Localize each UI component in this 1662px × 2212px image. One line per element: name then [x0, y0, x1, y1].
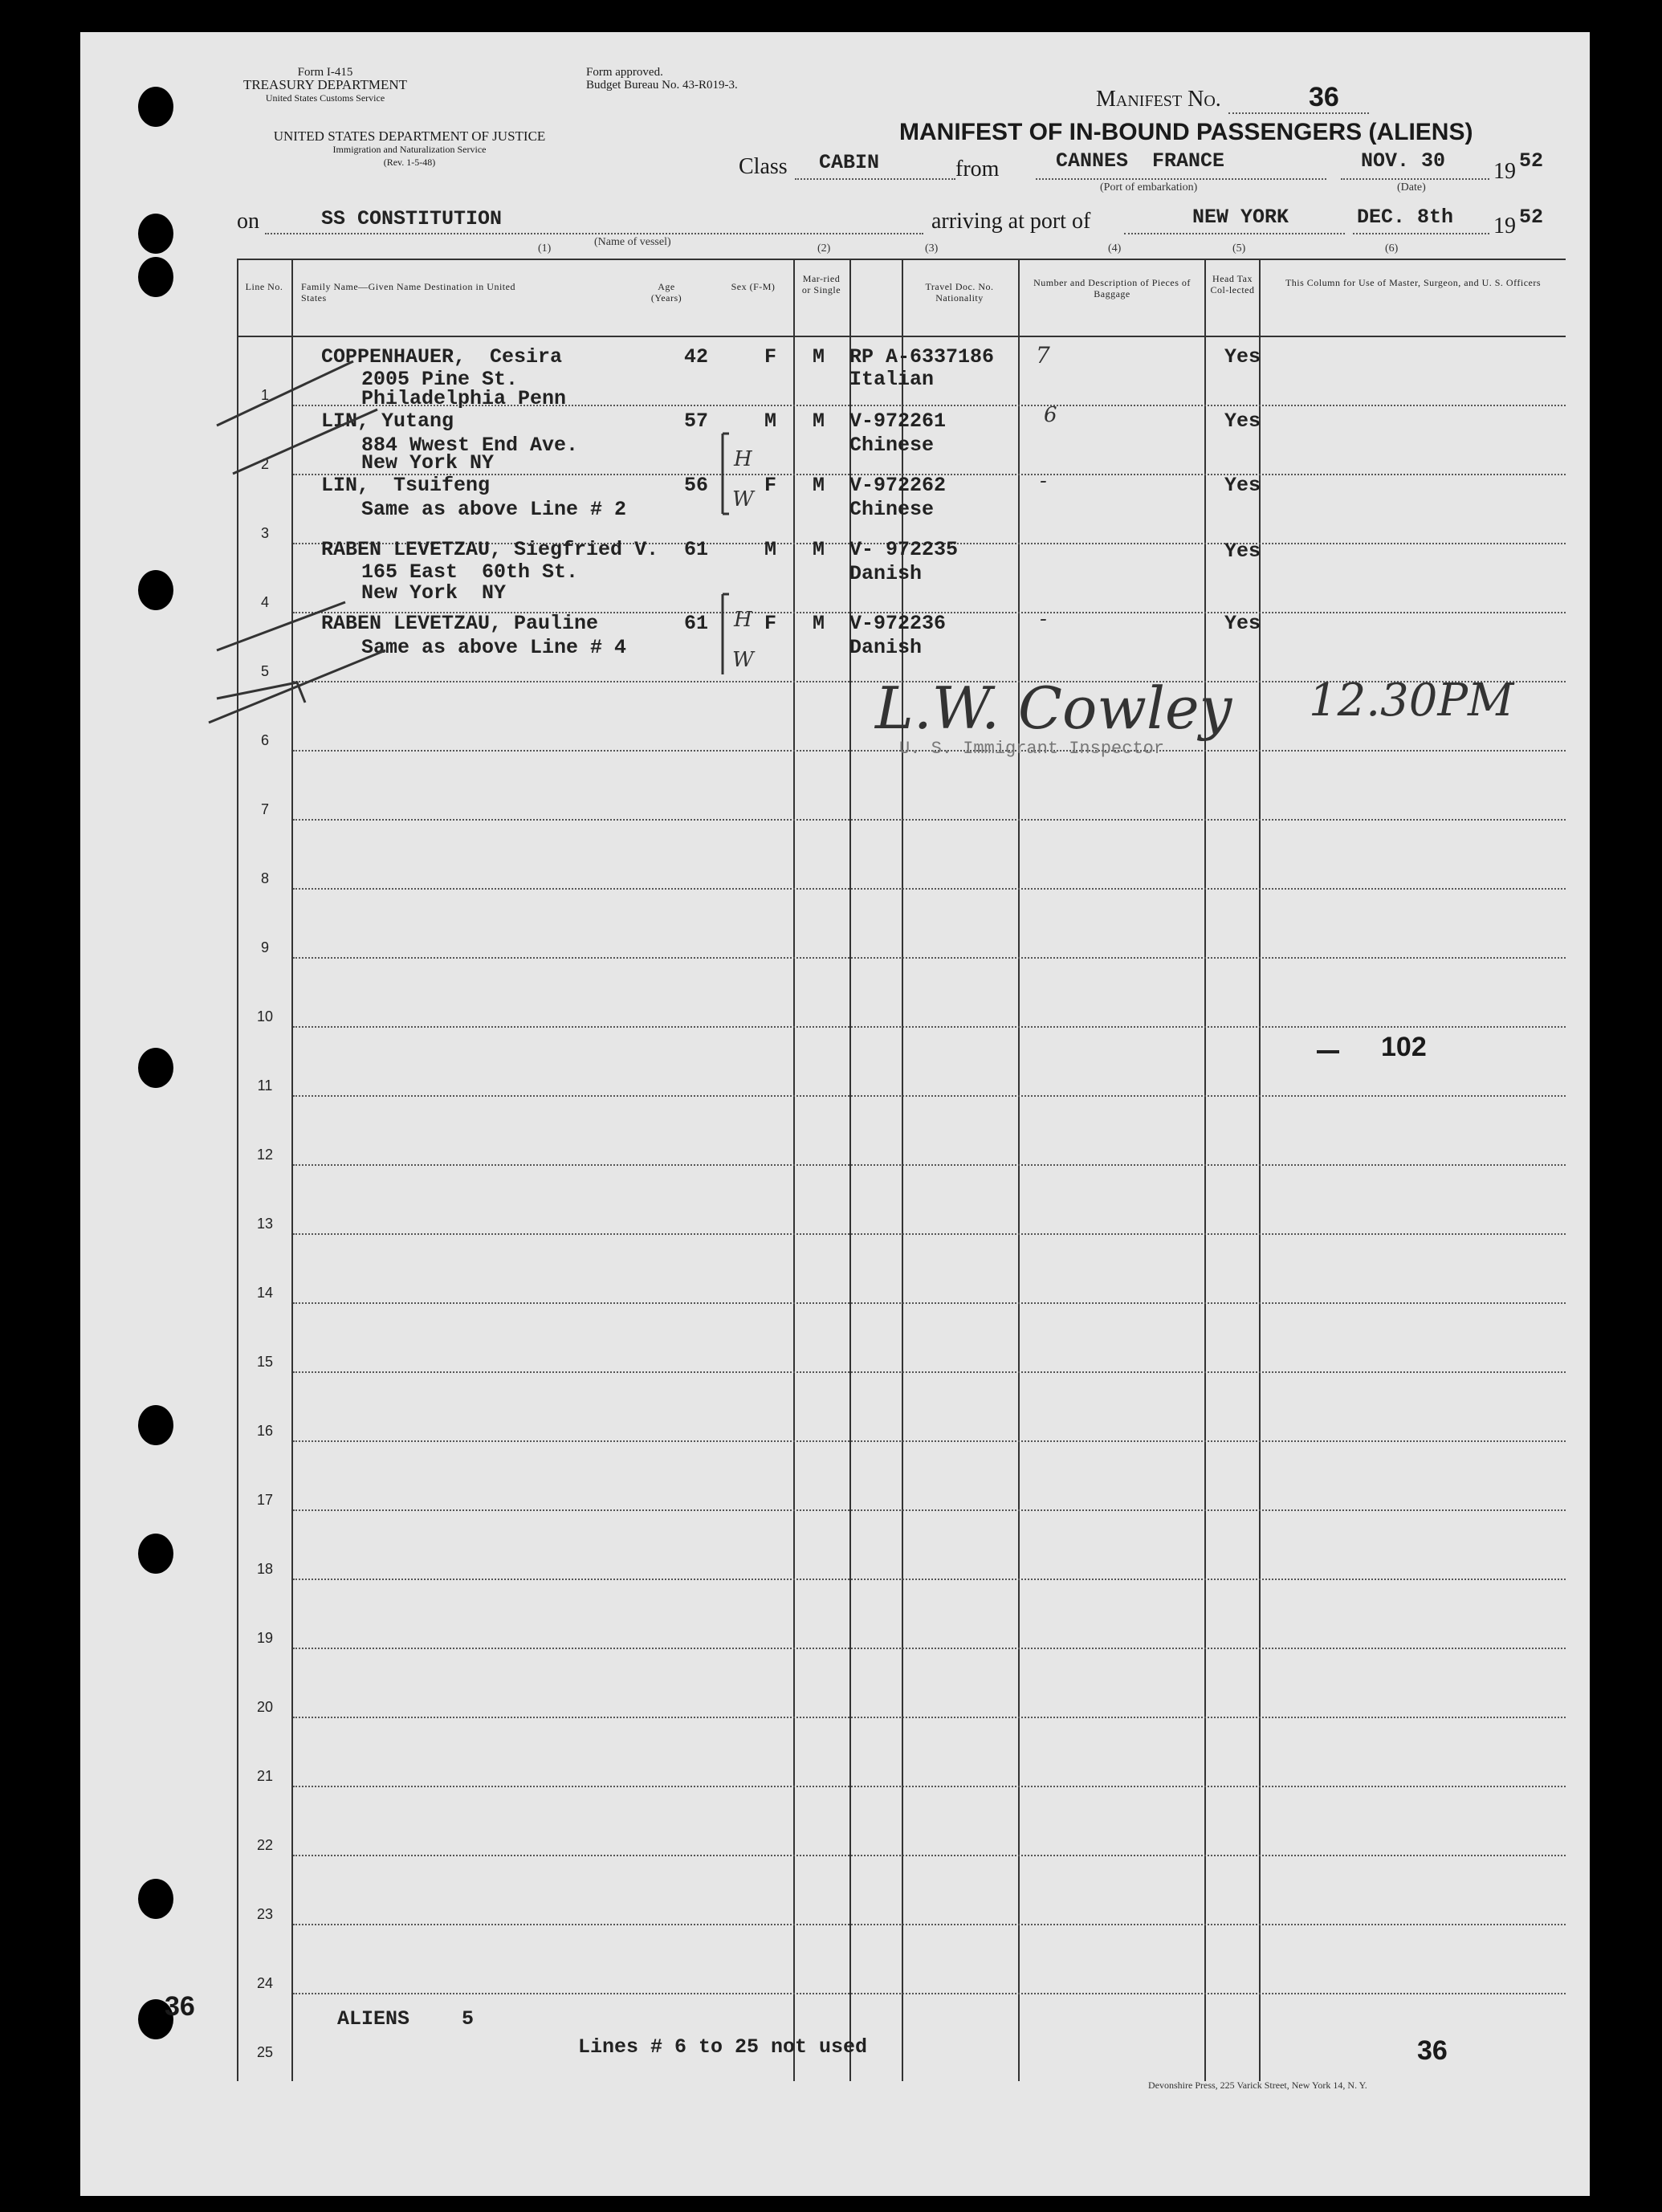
- line-number: 8: [260, 870, 269, 886]
- arrival-date: DEC. 8th: [1357, 206, 1454, 229]
- line-number: 21: [256, 1768, 274, 1784]
- manifest-label: Manifest No.: [1096, 87, 1221, 112]
- passenger-marital: M: [813, 345, 825, 369]
- date-line: [1341, 178, 1489, 180]
- svg-text:H: H: [734, 447, 752, 471]
- passenger-sex: F: [764, 345, 777, 369]
- passenger-address: New York NY: [361, 451, 495, 475]
- svg-text:W: W: [732, 487, 754, 511]
- justice-dept: UNITED STATES DEPARTMENT OF JUSTICE: [273, 128, 546, 144]
- on-label: on: [237, 209, 259, 234]
- passenger-doc: V-972261: [849, 409, 947, 433]
- arriving-label: arriving at port of: [931, 209, 1091, 234]
- header-officers: This Column for Use of Master, Surgeon, and U. S. Officers: [1285, 277, 1542, 288]
- vessel-value: SS CONSTITUTION: [321, 207, 503, 230]
- passenger-sex: M: [764, 538, 777, 561]
- passenger-baggage: 7: [1036, 342, 1050, 369]
- passenger-nationality: Danish: [849, 562, 923, 585]
- passenger-address: New York NY: [361, 581, 507, 605]
- line-number: 14: [256, 1285, 274, 1301]
- ins-service: Immigration and Naturalization Service: [332, 144, 487, 155]
- line-number: 5: [260, 663, 269, 679]
- col-number: (6): [1385, 242, 1399, 255]
- passenger-address: Same as above Line # 4: [361, 636, 627, 659]
- passenger-name: LIN, Yutang: [321, 409, 454, 433]
- line-number: 6: [260, 732, 269, 748]
- vessel-line: [265, 233, 923, 234]
- binder-hole: [138, 214, 173, 254]
- passenger-address: 2005 Pine St.: [361, 368, 519, 391]
- inspector-signature: L.W. Cowley: [875, 674, 1232, 742]
- passenger-tax: Yes: [1224, 409, 1261, 433]
- form-number: Form I-415: [297, 66, 353, 79]
- col-number: (5): [1232, 242, 1246, 255]
- marginal-number: 102: [1381, 1032, 1427, 1062]
- passenger-age: 42: [684, 345, 709, 369]
- lines-not-used: Lines # 6 to 25 not used: [578, 2035, 868, 2059]
- line-number: 24: [256, 1975, 274, 1991]
- line-number: 18: [256, 1561, 274, 1577]
- budget-bureau: Budget Bureau No. 43-R019-3.: [586, 79, 738, 92]
- passenger-marital: M: [813, 612, 825, 635]
- date-value: NOV. 30: [1361, 149, 1446, 173]
- port-value: NEW YORK: [1192, 206, 1289, 229]
- passenger-age: 56: [684, 474, 709, 497]
- customs-service: United States Customs Service: [265, 92, 385, 104]
- from-label: from: [955, 157, 1000, 181]
- line-number: 4: [260, 594, 269, 610]
- passenger-sex: F: [764, 474, 777, 497]
- line-number: 10: [256, 1008, 274, 1025]
- husband-wife-bracket-icon: [707, 418, 763, 674]
- col-number: (4): [1108, 242, 1122, 255]
- passenger-baggage: 6: [1044, 403, 1057, 427]
- passenger-nationality: Chinese: [849, 434, 935, 457]
- passenger-nationality: Danish: [849, 636, 923, 659]
- line-number: 7: [260, 801, 269, 817]
- svg-text:W: W: [732, 648, 754, 672]
- passenger-address: Same as above Line # 2: [361, 498, 627, 521]
- header-married: Mar-ried or Single: [801, 273, 841, 295]
- passenger-baggage: -: [1040, 469, 1047, 493]
- vessel-caption: (Name of vessel): [594, 236, 671, 248]
- passenger-address: Philadelphia Penn: [361, 387, 567, 410]
- passenger-doc: V- 972235: [849, 538, 959, 561]
- manifest-page: [80, 32, 1590, 2196]
- passenger-marital: M: [813, 538, 825, 561]
- header-line-no: Line No.: [245, 281, 283, 292]
- treasury-dept: TREASURY DEPARTMENT: [242, 77, 408, 92]
- embark-line: [1036, 178, 1326, 180]
- port-line: [1124, 233, 1345, 234]
- passenger-address: 884 Wwest End Ave.: [361, 434, 579, 457]
- header-tax: Head Tax Col-lected: [1210, 273, 1255, 295]
- line-number: 15: [256, 1354, 274, 1370]
- passenger-address: 165 East 60th St.: [361, 560, 579, 584]
- year-suffix: 52: [1519, 149, 1544, 173]
- line-number: 12: [256, 1147, 274, 1163]
- passenger-age: 57: [684, 409, 709, 433]
- passenger-marital: M: [813, 474, 825, 497]
- approval-block: [586, 66, 795, 92]
- marginal-dash: [1317, 1050, 1339, 1053]
- binder-hole: [138, 1048, 173, 1088]
- form-id-block: [225, 66, 426, 104]
- header-travel: Travel Doc. No. Nationality: [925, 281, 994, 303]
- arrival-date-line: [1353, 233, 1489, 234]
- year-prefix: 19: [1493, 159, 1516, 184]
- passenger-nationality: Chinese: [849, 498, 935, 521]
- passenger-age: 61: [684, 612, 709, 635]
- line-number: 9: [260, 939, 269, 955]
- embark-caption: (Port of embarkation): [1100, 181, 1198, 193]
- passenger-tax: Yes: [1224, 474, 1261, 497]
- manifest-number: 36: [1309, 82, 1339, 112]
- passenger-name: LIN, Tsuifeng: [321, 474, 491, 497]
- header-age: Age (Years): [650, 281, 682, 303]
- line-number: 13: [256, 1216, 274, 1232]
- line-number: 17: [256, 1492, 274, 1508]
- date-caption: (Date): [1397, 181, 1426, 193]
- form-approved: Form approved.: [586, 66, 663, 79]
- passenger-baggage: -: [1040, 607, 1047, 631]
- passenger-nationality: Italian: [849, 368, 935, 391]
- manifest-line: [1228, 112, 1369, 114]
- inspector-stamp: U. S. Immigrant Inspector: [899, 739, 1165, 759]
- passenger-name: RABEN LEVETZAU, Pauline: [321, 612, 599, 635]
- col-number: (2): [817, 242, 831, 255]
- arrival-year-suffix: 52: [1519, 206, 1544, 229]
- aliens-count: 5: [462, 2007, 475, 2031]
- passenger-tax: Yes: [1224, 612, 1261, 635]
- page-number-right: 36: [1417, 2035, 1448, 2066]
- binder-hole: [138, 570, 173, 610]
- col-number: (3): [925, 242, 939, 255]
- passenger-tax: Yes: [1224, 540, 1261, 563]
- passenger-doc: V-972236: [849, 612, 947, 635]
- justice-block: [225, 130, 594, 169]
- page-number-left: 36: [165, 1991, 195, 2022]
- line-number: 19: [256, 1630, 274, 1646]
- class-value: CABIN: [819, 151, 880, 174]
- binder-hole: [138, 1534, 173, 1574]
- binder-hole: [138, 257, 173, 297]
- form-revision: (Rev. 1-5-48): [383, 157, 436, 168]
- line-number: 3: [260, 525, 269, 541]
- header-name: Family Name—Given Name Destination in United States: [301, 281, 515, 303]
- line-number: 22: [256, 1837, 274, 1853]
- header-baggage: Number and Description of Pieces of Baggage: [1033, 277, 1191, 299]
- passenger-doc: RP A-6337186: [849, 345, 995, 369]
- header-sex: Sex (F-M): [731, 281, 776, 292]
- signature-time: 12.30PM: [1309, 674, 1514, 727]
- line-number: 20: [256, 1699, 274, 1715]
- passenger-name: COPPENHAUER, Cesira: [321, 345, 563, 369]
- line-number: 2: [260, 456, 269, 472]
- line-number: 25: [256, 2044, 274, 2060]
- binder-hole: [138, 1879, 173, 1919]
- svg-text:H: H: [734, 608, 752, 632]
- passenger-doc: V-972262: [849, 474, 947, 497]
- page-title: MANIFEST OF IN-BOUND PASSENGERS (ALIENS): [899, 119, 1473, 145]
- col-number: (1): [538, 242, 552, 255]
- binder-hole: [138, 1405, 173, 1445]
- passenger-name: RABEN LEVETZAU, Siegfried V.: [321, 538, 659, 561]
- class-line: [795, 178, 955, 180]
- passenger-age: 61: [684, 538, 709, 561]
- printer-credit: Devonshire Press, 225 Varick Street, New York 14, N. Y.: [1148, 2080, 1367, 2091]
- passenger-sex: F: [764, 612, 777, 635]
- arrival-year-prefix: 19: [1493, 214, 1516, 238]
- embark-value: CANNES FRANCE: [1056, 149, 1225, 173]
- class-label: Class: [739, 154, 788, 179]
- binder-hole: [138, 87, 173, 127]
- passenger-sex: M: [764, 409, 777, 433]
- pencil-tick-marks-icon: [201, 345, 409, 731]
- passenger-tax: Yes: [1224, 345, 1261, 369]
- aliens-label: ALIENS: [337, 2007, 410, 2031]
- line-number: 1: [260, 387, 269, 403]
- line-number: 23: [256, 1906, 274, 1922]
- line-number: 16: [256, 1423, 274, 1439]
- line-number: 11: [257, 1077, 273, 1094]
- passenger-marital: M: [813, 409, 825, 433]
